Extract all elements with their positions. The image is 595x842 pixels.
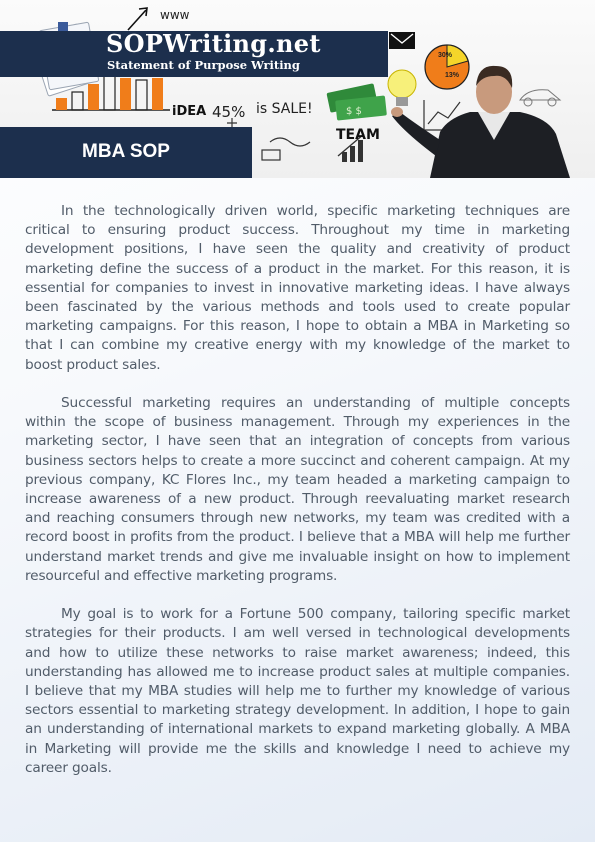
page-title: MBA SOP [82,141,170,162]
pie-label-b: 13% [445,72,460,79]
money-stack-icon [326,83,386,120]
team-doodle-text: TEAM [336,127,380,143]
percent-doodle-text: 45% [212,103,246,121]
light-bulb-icon [388,70,416,106]
site-name[interactable]: SOPWriting.net [106,29,321,58]
page-title-bar [0,127,252,178]
www-doodle-text: www [160,8,190,22]
essay-paragraph: Successful marketing requires an understanding of multiple concepts within the scope of business management. Through my experiences in the marketing sector, I have seen that an integration of concepts from various business sectors helps to create a more succinct and coherent campaign. At my previous company, KC Flores Inc., my team headed a marketing campaign to increase awareness of a new product. Through reevaluating market research and reaching consumers through new networks, my team was credited with a record boost in profits from the product. I believe that a MBA will help me further understand market trends and give me invaluable insight on how to implement resourceful and effective marketing programs. [25,395,570,584]
pie-label-a: 30% [438,52,453,59]
svg-text:$ $: $ $ [346,106,362,117]
car-doodle-icon [520,90,560,106]
businessman-illustration [391,66,570,178]
essay-body [25,202,570,797]
doodle-arrow-icon [128,8,147,30]
sale-doodle-text: is SALE! [256,101,313,117]
essay-paragraph: In the technologically driven world, specific marketing techniques are critical to ensuring product success. Throughout my time in marketing development positions, I have seen the quality and creativity of product marketing define the success of a product in the market. For this reason, it is essential for companies to invest in innovative marketing ideas. I have always been fascinated by the various methods and tools used to create popular marketing campaigns. For this reason, I hope to obtain a MBA in Marketing so that I can combine my creative energy with my knowledge of the market to boost product sales. [25,203,570,373]
header-banner [0,0,595,178]
idea-doodle-text: iDEA [172,104,207,119]
essay-paragraph: My goal is to work for a Fortune 500 company, tailoring specific market strategies for their products. I am well versed in technological developments and how to utilize these networks to raise market awareness; indeed, this understanding has allowed me to increase product sales at multiple companies. I believe that my MBA studies will help me to further my knowledge of various sectors essential to marketing strategy development. In addition, I hope to gain an understanding of international markets to expand marketing globally. A MBA in Marketing will provide me the skills and knowledge I need to achieve my career goals. [25,606,570,776]
envelope-icon [389,32,415,49]
site-tagline: Statement of Purpose Writing [107,58,300,72]
